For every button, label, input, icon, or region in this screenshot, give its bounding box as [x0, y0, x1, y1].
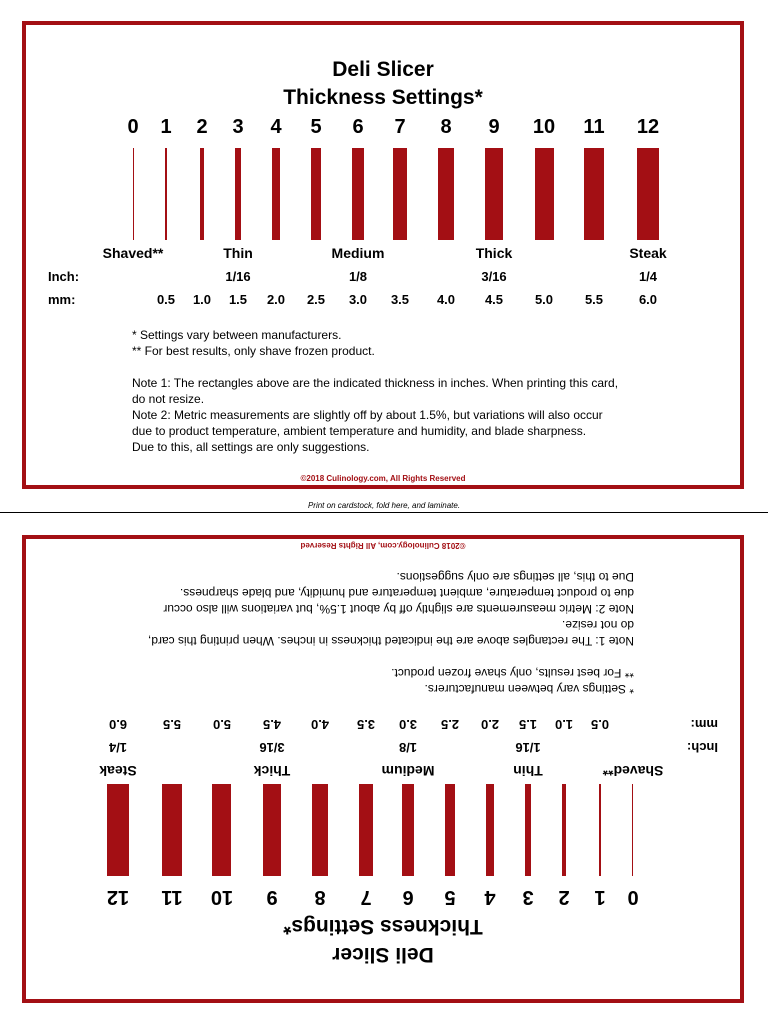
copyright: ©2018 Culinology.com, All Rights Reserved [300, 541, 466, 550]
category-label: Medium [331, 245, 385, 261]
setting-number: 11 [583, 116, 605, 138]
setting-number: 3 [232, 116, 244, 138]
note-line: ** For best results, only shave frozen product. [391, 666, 634, 680]
setting-number: 4 [270, 116, 282, 138]
inch-value: 3/16 [481, 269, 507, 284]
setting-number: 8 [314, 886, 326, 908]
inch-value: 1/4 [108, 740, 128, 755]
inch-value: 1/16 [515, 740, 541, 755]
thickness-bar [311, 148, 321, 240]
fold-line [0, 512, 768, 513]
setting-number: 9 [266, 886, 278, 908]
setting-number: 10 [532, 116, 556, 138]
mm-value: 0.5 [590, 717, 610, 732]
note-line: Note 1: The rectangles above are the indicated thickness in inches. When printing this card, [132, 376, 619, 390]
fold-instruction: Print on cardstock, fold here, and laminate. [307, 501, 461, 510]
thickness-bar [352, 148, 363, 240]
mm-value: 1.0 [554, 717, 574, 732]
card-title: Deli Slicer [332, 58, 434, 81]
setting-number: 10 [210, 886, 234, 908]
mm-value: 5.0 [212, 717, 232, 732]
inch-value: 1/4 [638, 269, 658, 284]
note-line: * Settings vary between manufacturers. [132, 328, 342, 342]
setting-number: 6 [402, 886, 414, 908]
setting-number: 3 [522, 886, 534, 908]
thickness-bar [235, 148, 241, 240]
mm-value: 3.0 [398, 717, 418, 732]
thickness-bar [272, 148, 280, 240]
setting-number: 0 [127, 116, 139, 138]
note-line: Due to this, all settings are only suggestions. [132, 440, 370, 454]
thickness-bar [133, 148, 134, 240]
note-line: do not resize. [132, 392, 205, 406]
inch-value: 1/16 [225, 269, 251, 284]
thickness-bar [162, 784, 183, 876]
mm-value: 2.0 [480, 717, 500, 732]
copyright: ©2018 Culinology.com, All Rights Reserved [300, 474, 466, 483]
mm-value: 3.0 [348, 292, 368, 307]
note-line: due to product temperature, ambient temperature and humidity, and blade sharpness. [179, 586, 634, 600]
setting-number: 0 [627, 886, 639, 908]
thickness-bar [359, 784, 372, 876]
mm-value: 1.5 [518, 717, 538, 732]
category-label: Thick [475, 245, 513, 261]
mm-value: 2.5 [306, 292, 326, 307]
thickness-bar [165, 148, 167, 240]
inch-row-label: Inch: [686, 740, 718, 755]
note-line: Note 1: The rectangles above are the indicated thickness in inches. When printing this card, [147, 634, 634, 648]
mm-value: 3.5 [356, 717, 376, 732]
note-line: due to product temperature, ambient temperature and humidity, and blade sharpness. [132, 424, 587, 438]
mm-value: 4.0 [310, 717, 330, 732]
mm-row-label: mm: [690, 717, 718, 732]
mm-row-label: mm: [48, 292, 76, 307]
thickness-bar [200, 148, 204, 240]
category-label: Steak [629, 245, 667, 261]
thickness-bar [107, 784, 130, 876]
note-line: Due to this, all settings are only suggestions. [396, 570, 634, 584]
setting-number: 12 [636, 116, 660, 138]
mm-value: 5.5 [162, 717, 182, 732]
category-label: Medium [381, 763, 435, 779]
thickness-bar [263, 784, 280, 876]
thickness-bar [525, 784, 531, 876]
card-title: Deli Slicer [332, 943, 434, 966]
inch-row-label: Inch: [48, 269, 80, 284]
thickness-bar [562, 784, 566, 876]
setting-number: 6 [352, 116, 364, 138]
mm-value: 5.5 [584, 292, 604, 307]
setting-number: 2 [558, 886, 570, 908]
mm-value: 6.0 [108, 717, 128, 732]
inch-value: 1/8 [398, 740, 418, 755]
thickness-bar [584, 148, 605, 240]
setting-number: 11 [161, 886, 183, 908]
mm-value: 4.0 [436, 292, 456, 307]
thickness-bar [599, 784, 601, 876]
mm-value: 4.5 [484, 292, 504, 307]
note-line: ** For best results, only shave frozen product. [132, 344, 375, 358]
category-label: Thin [223, 245, 253, 261]
thickness-bar [485, 148, 502, 240]
setting-number: 2 [196, 116, 208, 138]
category-label: Shaved** [602, 763, 664, 779]
note-line: Note 2: Metric measurements are slightly off by about 1.5%, but variations will also occur [163, 602, 634, 616]
mm-value: 6.0 [638, 292, 658, 307]
thickness-bar [213, 784, 232, 876]
card-back-upside-down [22, 535, 744, 1003]
setting-number: 7 [394, 116, 406, 138]
thickness-bar [633, 784, 634, 876]
note-line: Note 2: Metric measurements are slightly off by about 1.5%, but variations will also occur [132, 408, 603, 422]
mm-value: 5.0 [534, 292, 554, 307]
thickness-bar [312, 784, 327, 876]
card-subtitle: Thickness Settings* [283, 86, 483, 109]
setting-number: 5 [310, 116, 322, 138]
thickness-bar [438, 148, 453, 240]
setting-number: 1 [594, 886, 606, 908]
category-label: Steak [99, 763, 137, 779]
thickness-bar [402, 784, 413, 876]
setting-number: 12 [106, 886, 130, 908]
inch-value: 1/8 [348, 269, 368, 284]
note-line: do not resize. [561, 618, 634, 632]
card-front [22, 21, 744, 489]
mm-value: 2.5 [440, 717, 460, 732]
category-label: Thick [253, 763, 291, 779]
setting-number: 4 [484, 886, 496, 908]
thickness-bar [393, 148, 406, 240]
setting-number: 5 [444, 886, 456, 908]
inch-value: 3/16 [259, 740, 285, 755]
mm-value: 1.5 [228, 292, 248, 307]
card-content [26, 25, 740, 485]
mm-value: 2.0 [266, 292, 286, 307]
mm-value: 0.5 [156, 292, 176, 307]
thickness-bar [486, 784, 494, 876]
mm-value: 3.5 [390, 292, 410, 307]
card-content [26, 539, 740, 999]
setting-number: 7 [360, 886, 372, 908]
note-line: * Settings vary between manufacturers. [424, 682, 634, 696]
setting-number: 1 [160, 116, 172, 138]
card-subtitle: Thickness Settings* [283, 915, 483, 938]
thickness-bar [445, 784, 455, 876]
mm-value: 1.0 [192, 292, 212, 307]
category-label: Shaved** [102, 245, 164, 261]
thickness-bar [535, 148, 554, 240]
category-label: Thin [513, 763, 543, 779]
mm-value: 4.5 [262, 717, 282, 732]
setting-number: 8 [440, 116, 452, 138]
thickness-bar [637, 148, 660, 240]
setting-number: 9 [488, 116, 500, 138]
